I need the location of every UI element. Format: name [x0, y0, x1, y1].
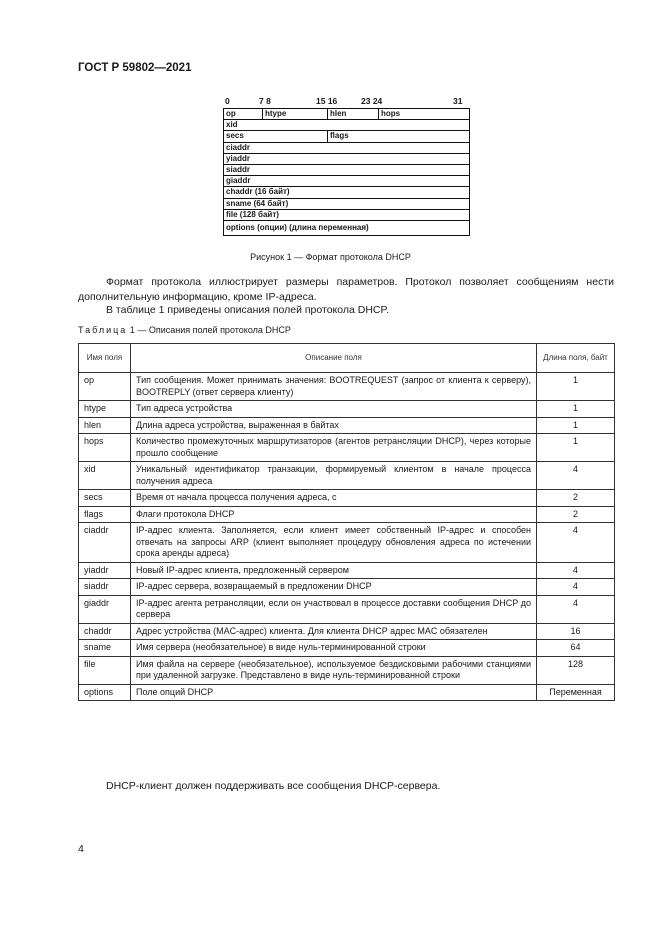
header-length: Длина поля, байт [537, 344, 615, 373]
paragraph: Формат протокола иллюстрирует размеры параметров. Протокол позволяет сообщениям нести дополнительную информацию, кроме IP-адреса. [78, 276, 614, 303]
table-header-row [79, 344, 615, 373]
field-length-cell: 2 [537, 506, 615, 523]
diagram-row [224, 120, 469, 131]
table-row [79, 490, 615, 507]
table-row [79, 506, 615, 523]
field-name-cell: siaddr [79, 579, 131, 596]
page-number: 4 [78, 843, 84, 855]
diagram-field: hlen [327, 109, 378, 119]
field-length-cell: 64 [537, 640, 615, 657]
field-description-cell: Флаги протокола DHCP [131, 506, 537, 523]
bit-label: 7 8 [259, 96, 271, 106]
table-caption [78, 325, 291, 335]
diagram-row [224, 109, 469, 120]
table-row [79, 684, 615, 701]
table-row [79, 562, 615, 579]
field-name-cell: hlen [79, 417, 131, 434]
field-name-cell: flags [79, 506, 131, 523]
diagram-field: hops [378, 109, 469, 119]
field-description-cell: IP-адрес клиента. Заполняется, если клиент имеет собственный IP-адрес и способен отвечать на запросы ARP (клиент выполняет процедуру обновления адреса по истечении срока аренды адреса) [131, 523, 537, 563]
diagram-field: giaddr [226, 176, 251, 186]
field-length-cell: 4 [537, 595, 615, 623]
table-caption-title: 1 — Описания полей протокола DHCP [129, 325, 291, 335]
field-description-cell: Время от начала процесса получения адреса, с [131, 490, 537, 507]
field-length-cell: 1 [537, 417, 615, 434]
table-row [79, 579, 615, 596]
field-length-cell: 16 [537, 623, 615, 640]
diagram-row [224, 187, 469, 198]
field-description-cell: IP-адрес агента ретрансляции, если он участвовал в процессе доставки сообщения DHCP до сервера [131, 595, 537, 623]
header-name: Имя поля [79, 344, 131, 373]
header-description: Описание поля [131, 344, 537, 373]
bit-label: 31 [453, 96, 463, 106]
diagram-field: yiaddr [226, 153, 251, 163]
diagram-row [224, 176, 469, 187]
field-description-cell: Новый IP-адрес клиента, предложенный сервером [131, 562, 537, 579]
field-length-cell: Переменная [537, 684, 615, 701]
field-description-cell: Имя сервера (необязательное) в виде нуль-терминированной строки [131, 640, 537, 657]
field-length-cell: 1 [537, 401, 615, 418]
field-description-cell: Длина адреса устройства, выраженная в байтах [131, 417, 537, 434]
field-description-cell: Адрес устройства (MAC-адрес) клиента. Для клиента DHCP адрес MAC обязателен [131, 623, 537, 640]
diagram-field: file (128 байт) [226, 209, 279, 219]
diagram-row [224, 131, 469, 142]
field-description-cell: Имя файла на сервере (необязательное), используемое бездисковыми рабочими станциями при удаленной загрузке. Представлено в виде нуль-терминированной строки [131, 656, 537, 684]
field-name-cell: sname [79, 640, 131, 657]
field-description-cell: Тип адреса устройства [131, 401, 537, 418]
field-length-cell: 2 [537, 490, 615, 507]
packet-diagram [223, 108, 470, 236]
bit-label: 23 24 [361, 96, 383, 106]
field-length-cell: 128 [537, 656, 615, 684]
diagram-field: xid [226, 120, 238, 130]
field-name-cell: op [79, 373, 131, 401]
field-length-cell: 4 [537, 462, 615, 490]
field-name-cell: options [79, 684, 131, 701]
field-length-cell: 1 [537, 373, 615, 401]
document-header: ГОСТ Р 59802—2021 [78, 62, 192, 74]
field-name-cell: yiaddr [79, 562, 131, 579]
field-name-cell: htype [79, 401, 131, 418]
field-name-cell: file [79, 656, 131, 684]
diagram-field: options (опции) (длина переменная) [226, 222, 369, 232]
paragraph: В таблице 1 приведены описания полей протокола DHCP. [106, 304, 390, 316]
table-row [79, 401, 615, 418]
diagram-row [224, 221, 469, 235]
field-name-cell: giaddr [79, 595, 131, 623]
field-description-cell: Поле опций DHCP [131, 684, 537, 701]
field-length-cell: 4 [537, 562, 615, 579]
diagram-row [224, 143, 469, 154]
diagram-row [224, 199, 469, 210]
diagram-row [224, 210, 469, 221]
table-row [79, 462, 615, 490]
bit-scale [223, 96, 470, 108]
field-description-cell: Количество промежуточных маршрутизаторов (агентов ретрансляции DHCP), через которые прошло сообщение [131, 434, 537, 462]
diagram-field: flags [327, 131, 469, 141]
table-row [79, 417, 615, 434]
table-row [79, 373, 615, 401]
diagram-field: secs [226, 131, 244, 141]
table-row [79, 623, 615, 640]
closing-paragraph: DHCP-клиент должен поддерживать все сообщения DHCP-сервера. [106, 780, 441, 792]
field-description-cell: Уникальный идентификатор транзакции, формируемый клиентом в начале процесса получения адреса [131, 462, 537, 490]
diagram-field: ciaddr [226, 142, 251, 152]
diagram-field: sname (64 байт) [226, 198, 289, 208]
diagram-row [224, 154, 469, 165]
table-row [79, 595, 615, 623]
diagram-field: siaddr [226, 164, 251, 174]
bit-label: 0 [225, 96, 230, 106]
diagram-field: chaddr (16 байт) [226, 187, 290, 197]
field-description-cell: Тип сообщения. Может принимать значения: BOOTREQUEST (запрос от клиента к серверу), BOOTREPLY (ответ сервера клиенту) [131, 373, 537, 401]
dhcp-format-figure [223, 96, 470, 236]
table-caption-word: Таблица [78, 325, 128, 335]
field-description-cell: IP-адрес сервера, возвращаемый в предложении DHCP [131, 579, 537, 596]
table-row [79, 640, 615, 657]
bit-label: 15 16 [316, 96, 338, 106]
field-name-cell: secs [79, 490, 131, 507]
field-name-cell: chaddr [79, 623, 131, 640]
table-row [79, 656, 615, 684]
field-length-cell: 4 [537, 523, 615, 563]
table-row [79, 523, 615, 563]
figure-caption: Рисунок 1 — Формат протокола DHCP [250, 252, 411, 262]
field-name-cell: hops [79, 434, 131, 462]
diagram-row [224, 165, 469, 176]
field-name-cell: xid [79, 462, 131, 490]
dhcp-fields-table [78, 343, 615, 701]
table-row [79, 434, 615, 462]
field-length-cell: 1 [537, 434, 615, 462]
field-length-cell: 4 [537, 579, 615, 596]
field-name-cell: ciaddr [79, 523, 131, 563]
diagram-field: htype [262, 109, 327, 119]
diagram-field: op [226, 109, 236, 118]
